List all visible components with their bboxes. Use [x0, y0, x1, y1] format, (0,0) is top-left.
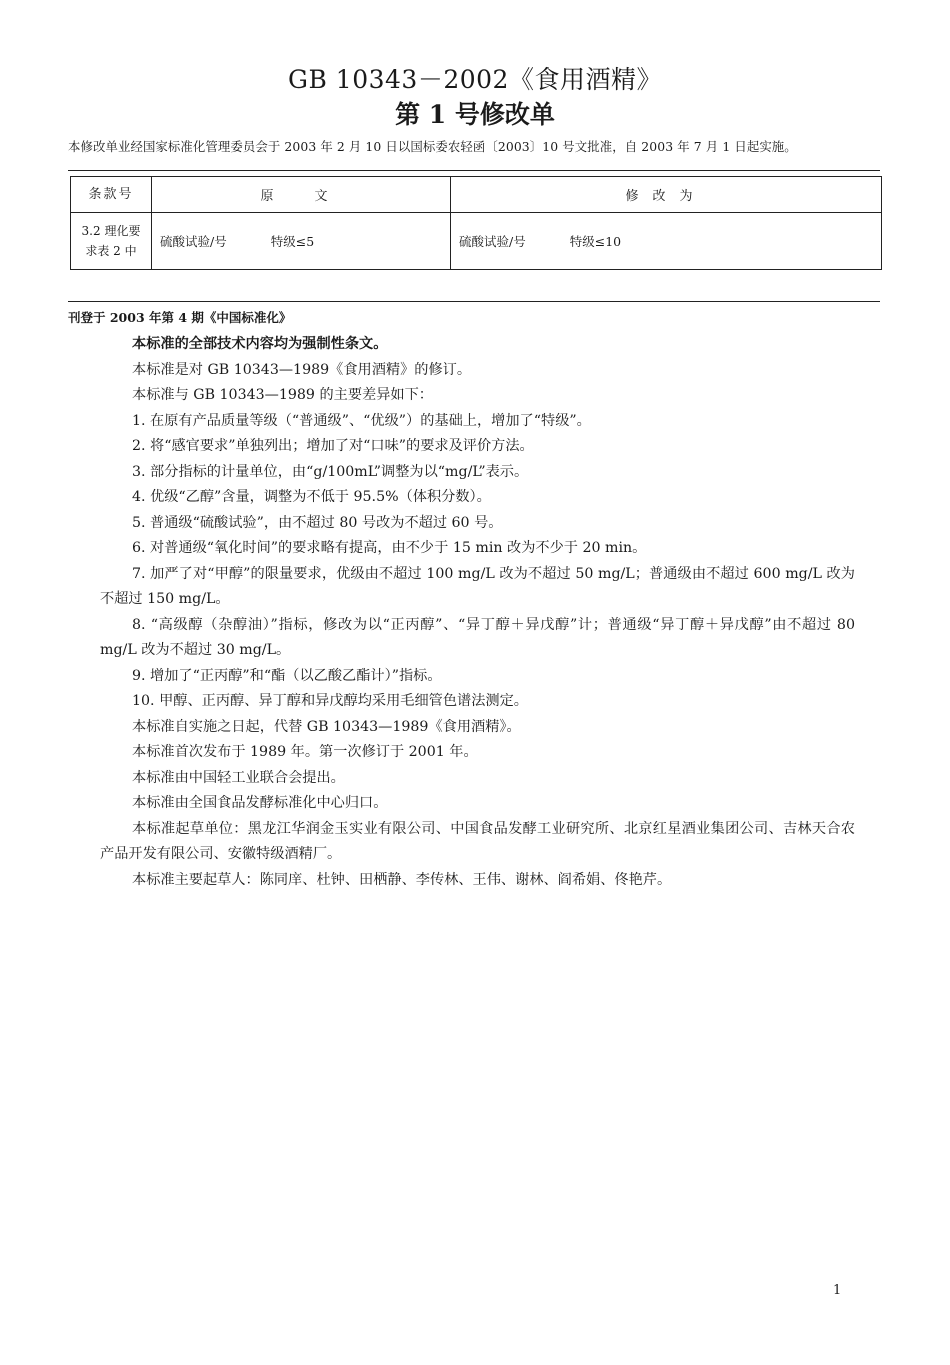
paragraph: 本标准由全国食品发酵标准化中心归口。: [132, 795, 388, 811]
list-item: 9. 增加了“正丙醇”和“酯（以乙酸乙酯计）”指标。: [132, 667, 442, 684]
clause-line-1: 3.2 理化要: [81, 224, 141, 238]
revised-value: 特级≤10: [569, 234, 622, 249]
list-item: 2. 将“感官要求”单独列出；增加了对“口味”的要求及评价方法。: [132, 438, 534, 454]
document-title: GB 10343－2002《食用酒精》: [288, 65, 662, 94]
paragraph: 本标准的全部技术内容均为强制性条文。: [132, 336, 388, 352]
paragraph: 本标准主要起草人：陈同庠、杜钟、田栖静、李传林、王伟、谢林、阎希娟、佟艳芹。: [132, 871, 672, 888]
paragraph: 本标准是对 GB 10343—1989《食用酒精》的修订。: [132, 361, 472, 378]
list-item: 8. “高级醇（杂醇油）”指标，修改为以“正丙醇”、“异丁醇＋异戊醇”计；普通级“异丁醇＋异戊醇”由不超过 80 mg/L 改为不超过 30 mg/L。: [100, 616, 855, 658]
list-item: 1. 在原有产品质量等级（“普通级”、“优级”）的基础上，增加了“特级”。: [132, 412, 591, 429]
list-item: 5. 普通级“硫酸试验”，由不超过 80 号改为不超过 60 号。: [132, 514, 503, 531]
paragraph: 本标准由中国轻工业联合会提出。: [132, 769, 345, 786]
paragraph: 本标准首次发布于 1989 年。第一次修订于 2001 年。: [132, 744, 478, 760]
list-item: 4. 优级“乙醇”含量，调整为不低于 95.5%（体积分数）。: [132, 489, 491, 505]
page-number: 1: [833, 1283, 842, 1298]
list-item: 10. 甲醇、正丙醇、异丁醇和异戊醇均采用毛细管色谱法测定。: [132, 693, 528, 709]
header-original: 原 文: [152, 177, 451, 213]
list-item: 6. 对普通级“氧化时间”的要求略有提高，由不少于 15 min 改为不少于 20 min。: [132, 540, 647, 556]
amendment-table: [70, 176, 882, 270]
bottom-divider: [68, 301, 880, 302]
clause-line-2: 求表 2 中: [85, 244, 137, 258]
amendment-subtitle: 第 1 号修改单: [395, 100, 555, 129]
table-row: [71, 213, 882, 270]
clause-cell: [71, 213, 152, 270]
revised-cell: [451, 213, 882, 270]
list-item: 3. 部分指标的计量单位，由“g/100mL”调整为以“mg/L”表示。: [132, 463, 529, 480]
approval-statement: 本修改单业经国家标准化管理委员会于 2003 年 2 月 10 日以国标委农轻函〔2003〕10 号文批准，自 2003 年 7 月 1 日起实施。: [68, 139, 797, 154]
revised-item: 硫酸试验/号: [459, 234, 526, 249]
original-cell: [152, 213, 451, 270]
paragraph: 本标准自实施之日起，代替 GB 10343—1989《食用酒精》。: [132, 718, 521, 735]
paragraph: 本标准起草单位：黑龙江华润金玉实业有限公司、中国食品发酵工业研究所、北京红星酒业集团公司、吉林天合农产品开发有限公司、安徽特级酒精厂。: [100, 820, 855, 862]
publication-note: 刊登于 2003 年第 4 期《中国标准化》: [68, 310, 292, 325]
foreword-body: [100, 332, 855, 893]
header-clause: 条款号: [71, 177, 152, 213]
table-header-row: [71, 177, 882, 213]
header-revised: 修改为: [451, 177, 882, 213]
original-item: 硫酸试验/号: [160, 234, 227, 249]
top-divider: [68, 170, 880, 171]
paragraph: 本标准与 GB 10343—1989 的主要差异如下：: [132, 387, 433, 403]
list-item: 7. 加严了对“甲醇”的限量要求，优级由不超过 100 mg/L 改为不超过 50 mg/L；普通级由不超过 600 mg/L 改为不超过 150 mg/L。: [100, 565, 855, 607]
original-value: 特级≤5: [270, 234, 315, 249]
